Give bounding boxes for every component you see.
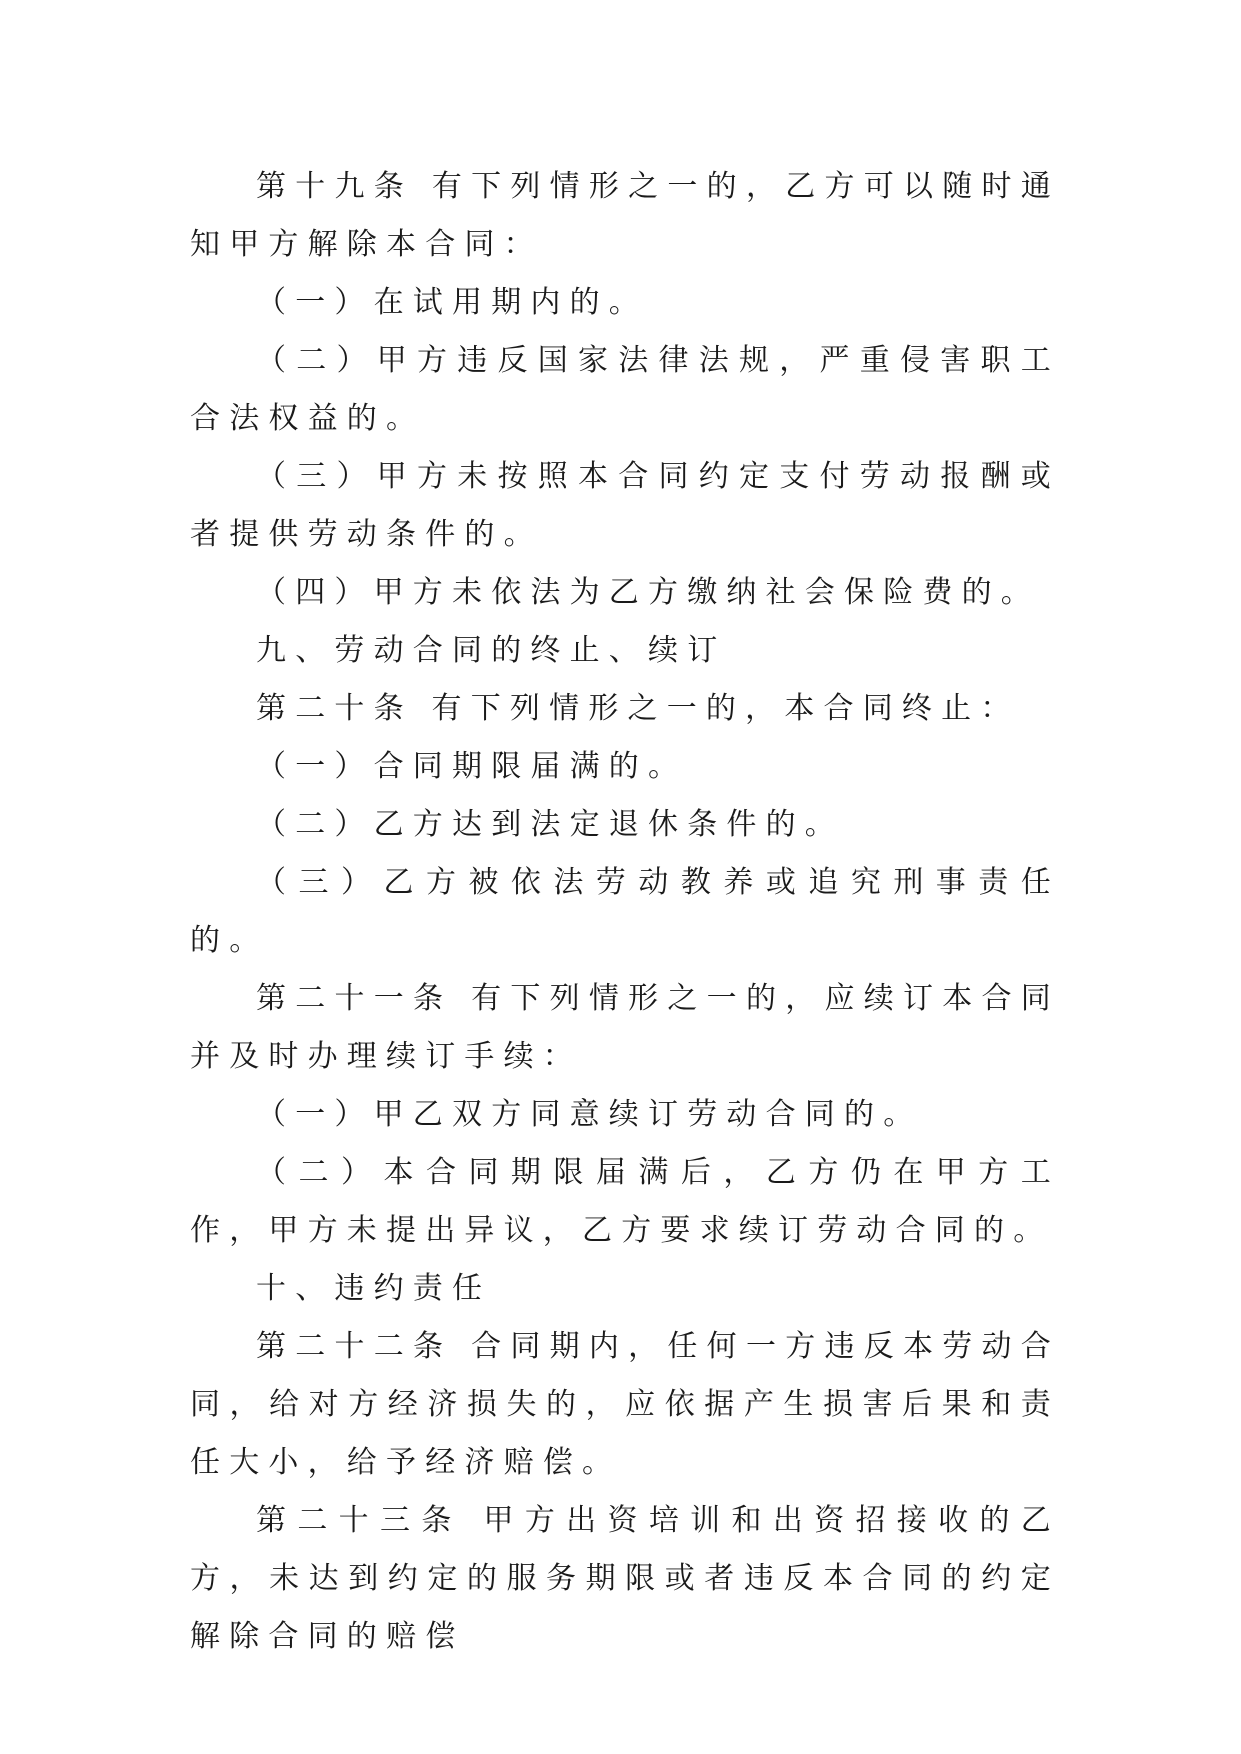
paragraph-article-21: 第二十一条 有下列情形之一的，应续订本合同并及时办理续订手续： [190, 981, 1060, 1074]
section-heading-9: 九、劳动合同的终止、续订 [256, 633, 727, 668]
paragraph-article-22: 第二十二条 合同期内，任何一方违反本劳动合同，给对方经济损失的，应依据产生损害后果和责任大小，给予经济赔偿。 [190, 1329, 1060, 1480]
document-body [190, 158, 1060, 1666]
paragraph-article-20-item-3: （三）乙方被依法劳动教养或追究刑事责任的。 [190, 865, 1060, 958]
paragraph-article-20-item-1: （一）合同期限届满的。 [256, 749, 688, 784]
section-heading-10: 十、违约责任 [256, 1271, 492, 1306]
paragraph-article-20: 第二十条 有下列情形之一的，本合同终止： [256, 691, 1020, 726]
paragraph-article-19-item-2: （二）甲方违反国家法律法规，严重侵害职工合法权益的。 [190, 343, 1060, 436]
paragraph-article-19-item-1: （一）在试用期内的。 [256, 285, 648, 320]
paragraph-article-19-item-3: （三）甲方未按照本合同约定支付劳动报酬或者提供劳动条件的。 [190, 459, 1060, 552]
paragraph-article-21-item-2: （二）本合同期限届满后，乙方仍在甲方工作，甲方未提出异议，乙方要求续订劳动合同的。 [190, 1155, 1060, 1248]
paragraph-article-20-item-2: （二）乙方达到法定退休条件的。 [256, 807, 844, 842]
paragraph-article-21-item-1: （一）甲乙双方同意续订劳动合同的。 [256, 1097, 923, 1132]
paragraph-article-19: 第十九条 有下列情形之一的，乙方可以随时通知甲方解除本合同： [190, 169, 1060, 262]
paragraph-article-23: 第二十三条 甲方出资培训和出资招接收的乙方，未达到约定的服务期限或者违反本合同的约定解除合同的赔偿 [190, 1503, 1060, 1654]
paragraph-article-19-item-4: （四）甲方未依法为乙方缴纳社会保险费的。 [256, 575, 1040, 610]
